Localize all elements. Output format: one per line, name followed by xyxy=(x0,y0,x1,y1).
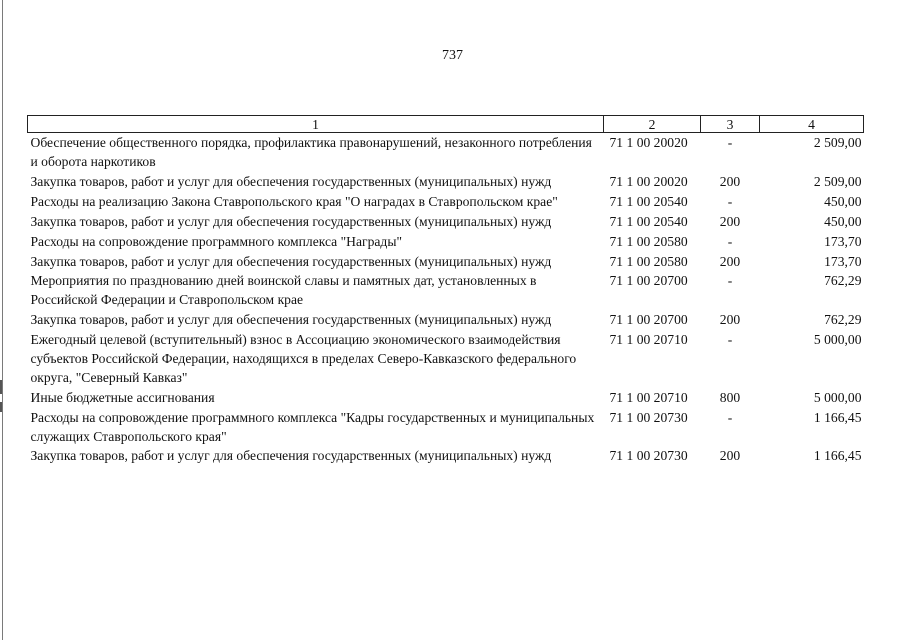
row-name-cell: Мероприятия по празднованию дней воинской славы и памятных дат, установленных в Российской Федерации и Ставропольском крае xyxy=(30,273,537,307)
row-name-cell: Расходы на реализацию Закона Ставропольского края "О наградах в Ставропольском крае" xyxy=(30,194,558,209)
row-type-cell: - xyxy=(727,410,733,425)
table-row xyxy=(28,408,864,446)
column-header-3: 3 xyxy=(701,116,760,133)
table-row xyxy=(28,388,864,408)
budget-table xyxy=(27,115,864,466)
scan-edge-mark xyxy=(0,380,2,394)
row-sum-cell: 762,29 xyxy=(824,273,862,288)
table-row xyxy=(28,446,864,466)
row-sum-cell: 173,70 xyxy=(824,234,862,249)
table-row xyxy=(28,232,864,252)
row-type-cell: 200 xyxy=(719,312,741,327)
row-code-cell: 71 1 00 20540 xyxy=(609,194,688,209)
row-name-cell: Расходы на сопровождение программного комплекса "Кадры государственных и муниципальных служащих Ставропольского края" xyxy=(30,410,595,444)
row-code-cell: 71 1 00 20020 xyxy=(609,174,688,189)
row-type-cell: 200 xyxy=(719,254,741,269)
row-type-cell: 800 xyxy=(719,390,741,405)
row-code-cell: 71 1 00 20020 xyxy=(609,135,688,150)
table-row xyxy=(28,212,864,232)
row-sum-cell: 2 509,00 xyxy=(813,174,862,189)
row-code-cell: 71 1 00 20730 xyxy=(609,410,688,425)
table-row xyxy=(28,271,864,310)
row-type-cell: 200 xyxy=(719,214,741,229)
scan-border-line xyxy=(2,0,3,640)
row-type-cell: - xyxy=(727,273,733,288)
row-name-cell: Закупка товаров, работ и услуг для обеспечения государственных (муниципальных) нужд xyxy=(30,448,552,463)
column-header-4: 4 xyxy=(760,116,864,133)
row-name-cell: Расходы на сопровождение программного комплекса "Награды" xyxy=(30,234,403,249)
row-code-cell: 71 1 00 20710 xyxy=(609,390,688,405)
row-name-cell: Обеспечение общественного порядка, профилактика правонарушений, незаконного потребления и оборота наркотиков xyxy=(30,135,592,169)
row-sum-cell: 1 166,45 xyxy=(813,410,862,425)
row-name-cell: Закупка товаров, работ и услуг для обеспечения государственных (муниципальных) нужд xyxy=(30,254,552,269)
table-row xyxy=(28,172,864,192)
scan-edge-mark xyxy=(0,402,2,412)
row-code-cell: 71 1 00 20540 xyxy=(609,214,688,229)
column-header-1: 1 xyxy=(28,116,604,133)
column-header-2: 2 xyxy=(604,116,701,133)
table-row xyxy=(28,330,864,388)
row-sum-cell: 2 509,00 xyxy=(813,135,862,150)
row-code-cell: 71 1 00 20710 xyxy=(609,332,688,347)
row-sum-cell: 762,29 xyxy=(824,312,862,327)
row-code-cell: 71 1 00 20580 xyxy=(609,254,688,269)
row-sum-cell: 450,00 xyxy=(824,214,862,229)
row-code-cell: 71 1 00 20730 xyxy=(609,448,688,463)
row-sum-cell: 5 000,00 xyxy=(813,332,862,347)
page-number: 737 xyxy=(442,48,463,63)
table-body xyxy=(28,133,864,467)
row-name-cell: Иные бюджетные ассигнования xyxy=(30,390,215,405)
row-type-cell: - xyxy=(727,194,733,209)
row-type-cell: - xyxy=(727,332,733,347)
table-row xyxy=(28,252,864,271)
row-name-cell: Закупка товаров, работ и услуг для обеспечения государственных (муниципальных) нужд xyxy=(30,214,552,229)
table-row xyxy=(28,310,864,330)
row-sum-cell: 5 000,00 xyxy=(813,390,862,405)
row-sum-cell: 173,70 xyxy=(824,254,862,269)
row-code-cell: 71 1 00 20700 xyxy=(609,312,688,327)
row-name-cell: Закупка товаров, работ и услуг для обеспечения государственных (муниципальных) нужд xyxy=(30,174,552,189)
row-type-cell: - xyxy=(727,135,733,150)
row-sum-cell: 450,00 xyxy=(824,194,862,209)
row-type-cell: - xyxy=(727,234,733,249)
table-row xyxy=(28,192,864,212)
row-name-cell: Закупка товаров, работ и услуг для обеспечения государственных (муниципальных) нужд xyxy=(30,312,552,327)
table-row xyxy=(28,133,864,173)
row-code-cell: 71 1 00 20580 xyxy=(609,234,688,249)
row-type-cell: 200 xyxy=(719,174,741,189)
row-name-cell: Ежегодный целевой (вступительный) взнос в Ассоциацию экономического взаимодействия субъектов Российской Федерации, находящихся в пределах Северо-Кавказского федерального округа, "Северный Кавказ" xyxy=(30,332,577,385)
table-header-row xyxy=(28,116,864,133)
row-sum-cell: 1 166,45 xyxy=(813,448,862,463)
row-code-cell: 71 1 00 20700 xyxy=(609,273,688,288)
row-type-cell: 200 xyxy=(719,448,741,463)
